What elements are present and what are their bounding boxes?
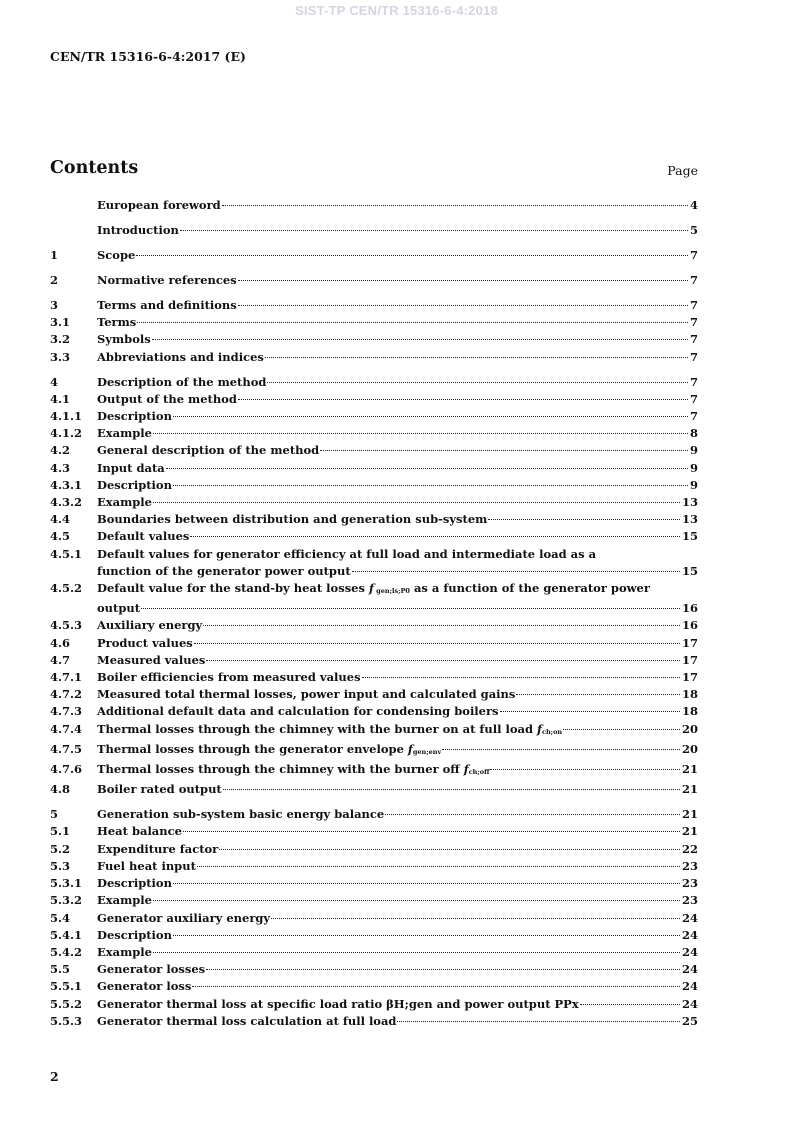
toc-entry[interactable] — [50, 635, 698, 652]
toc-entry-page: 23 — [681, 876, 698, 891]
toc-entry-number: 5.4.1 — [50, 927, 83, 942]
toc-entry-title: Description — [97, 927, 172, 942]
toc-entry[interactable] — [50, 892, 698, 909]
toc-entry-body — [97, 349, 698, 366]
toc-entry-number: 4.3.2 — [50, 495, 83, 510]
page-column-label: Page — [667, 163, 698, 178]
toc-entry-body — [97, 892, 698, 909]
toc-entry[interactable] — [50, 314, 698, 331]
toc-entry-body — [97, 297, 698, 314]
toc-entry-body — [97, 875, 698, 892]
toc-entry-page: 8 — [689, 426, 698, 441]
toc-entry-title: Generator thermal loss at specific load ratio βH;gen and power output PPx — [97, 996, 579, 1011]
toc-entry-number: 4.1.2 — [50, 426, 83, 441]
toc-entry-page: 23 — [681, 858, 698, 873]
dot-leader — [222, 205, 688, 206]
dot-leader — [206, 660, 680, 661]
dot-leader — [490, 769, 680, 770]
toc-entry[interactable] — [50, 442, 698, 459]
toc-entry-page: 24 — [681, 996, 698, 1011]
toc-entry-body — [97, 703, 698, 720]
toc-entry-page: 24 — [681, 910, 698, 925]
toc-entry-title: Heat balance — [97, 824, 182, 839]
toc-entry-title-text: output — [97, 601, 141, 616]
toc-entry-page: 21 — [681, 824, 698, 839]
toc-entry-number: 5.4.2 — [50, 944, 83, 959]
dot-leader — [153, 952, 680, 953]
toc-entry-title: Measured values — [97, 652, 206, 667]
toc-entry-page: 24 — [681, 927, 698, 942]
toc-entry-title: Generation sub-system basic energy balance — [97, 807, 385, 822]
toc-entry-number: 4.7.3 — [50, 704, 83, 719]
toc-entry-page: 17 — [681, 652, 698, 667]
toc-entry-page: 18 — [681, 704, 698, 719]
toc-entry-title: Boundaries between distribution and generation sub-system — [97, 512, 488, 527]
symbol-subscript: gen;env — [412, 747, 442, 756]
toc-entry-page: 9 — [689, 443, 698, 458]
toc-entry-number: 5.5.3 — [50, 1013, 83, 1028]
toc-entry-title: Description — [97, 477, 172, 492]
toc-entry[interactable] — [50, 331, 698, 348]
toc-entry-number: 5.5 — [50, 962, 71, 977]
toc-entry[interactable] — [50, 703, 698, 720]
toc-entry-number: 3 — [50, 298, 59, 312]
toc-entry-number: 3.3 — [50, 349, 71, 364]
toc-entry-number: 5.2 — [50, 841, 71, 856]
toc-entry-body — [97, 741, 698, 761]
toc-entry[interactable] — [50, 686, 698, 703]
toc-entry-title: Description of the method — [97, 374, 267, 389]
toc-entry-number: 5 — [50, 807, 59, 822]
toc-entry-body — [97, 978, 698, 995]
toc-entry-title-continued — [97, 563, 698, 580]
dot-leader — [173, 485, 688, 486]
dot-leader — [500, 711, 680, 712]
symbol: f — [368, 581, 374, 596]
dot-leader — [197, 866, 680, 867]
toc-entry-number: 4.5.3 — [50, 618, 83, 633]
toc-entry-page: 7 — [689, 315, 698, 330]
toc-entry-page: 7 — [689, 298, 698, 312]
toc-entry-title: Normative references — [97, 273, 237, 287]
toc-entry-page: 22 — [681, 841, 698, 856]
dot-leader — [267, 382, 688, 383]
toc-entry-body — [97, 222, 698, 239]
dot-leader — [166, 468, 688, 469]
symbol: f — [537, 721, 542, 736]
toc-entry-title: Description — [97, 409, 172, 424]
dot-leader — [153, 502, 680, 503]
dot-leader — [385, 814, 680, 815]
toc-entry[interactable] — [50, 978, 698, 995]
toc-entry-title: Example — [97, 495, 152, 510]
toc-entry-page: 7 — [689, 349, 698, 364]
toc-entry-body — [97, 823, 698, 840]
toc-entry-title: Measured total thermal losses, power input and calculated gains — [97, 687, 516, 702]
toc-entry-page: 20 — [681, 721, 698, 736]
toc-entry-body — [97, 841, 698, 858]
toc-entry[interactable] — [50, 761, 698, 781]
toc-entry-body — [97, 961, 698, 978]
toc-entry[interactable] — [50, 494, 698, 511]
toc-entry-title-continued — [97, 600, 698, 617]
toc-entry[interactable] — [50, 511, 698, 528]
dot-leader — [516, 694, 680, 695]
toc-entry[interactable] — [50, 806, 698, 823]
symbol-subscript: ch;on — [541, 727, 563, 736]
toc-entry-title: Example — [97, 944, 152, 959]
toc-entry[interactable] — [50, 477, 698, 494]
toc-entry[interactable] — [50, 741, 698, 761]
toc-entry-body — [97, 494, 698, 511]
dot-leader — [223, 789, 680, 790]
dot-leader — [180, 230, 688, 231]
toc-entry-number: 5.3.2 — [50, 893, 83, 908]
toc-entry-title: Fuel heat input — [97, 858, 196, 873]
toc-entry-title-text: Default value for the stand-by heat losses — [97, 581, 369, 596]
toc-entry-page: 7 — [689, 391, 698, 406]
toc-entry-body — [97, 1013, 698, 1030]
toc-entry-body — [97, 910, 698, 927]
toc-entry[interactable] — [50, 460, 698, 477]
toc-entry-body — [97, 314, 698, 331]
toc-entry[interactable] — [50, 669, 698, 686]
toc-entry-page: 23 — [681, 893, 698, 908]
toc-entry-body — [97, 996, 698, 1013]
dot-leader — [173, 883, 680, 884]
toc-entry-page: 7 — [689, 248, 698, 262]
toc-entry[interactable] — [50, 297, 698, 314]
toc-entry-body — [97, 374, 698, 391]
toc-entry[interactable] — [50, 617, 698, 634]
toc-entry-title: Symbols — [97, 332, 151, 347]
toc-entry-page: 15 — [681, 563, 698, 578]
symbol: f — [463, 762, 469, 777]
dot-leader — [136, 255, 688, 256]
toc-entry-number: 4.7.6 — [50, 762, 83, 777]
toc-entry-number: 4 — [50, 374, 59, 389]
symbol-subscript: ch;off — [468, 768, 490, 777]
toc-entry-page: 18 — [681, 687, 698, 702]
toc-entry-title: Auxiliary energy — [97, 618, 203, 633]
toc-entry-number: 4.1 — [50, 391, 71, 406]
toc-entry-number: 2 — [50, 273, 59, 287]
toc-entry-page: 20 — [681, 741, 698, 756]
toc-entry-body — [97, 721, 698, 741]
dot-leader — [152, 339, 688, 340]
toc-entry-page: 7 — [689, 273, 698, 287]
toc-entry[interactable] — [50, 197, 698, 214]
dot-leader — [563, 729, 680, 730]
table-of-contents — [50, 197, 698, 1030]
toc-entry-number: 4.3 — [50, 460, 71, 475]
toc-entry-title: Introduction — [97, 223, 179, 237]
dot-leader — [206, 969, 680, 970]
toc-entry-number: 5.3 — [50, 858, 71, 873]
toc-entry-page: 9 — [689, 477, 698, 492]
toc-entry-page: 4 — [689, 198, 698, 212]
toc-entry-body — [97, 944, 698, 961]
dot-leader — [203, 625, 680, 626]
toc-entry-page: 5 — [689, 223, 698, 237]
toc-entry-title: Expenditure factor — [97, 841, 219, 856]
toc-entry-number: 1 — [50, 248, 59, 262]
toc-entry-title-text: as a function of the generator power — [409, 581, 650, 596]
toc-entry-title: Input data — [97, 460, 165, 475]
dot-leader — [173, 416, 688, 417]
toc-entry-title — [97, 741, 441, 761]
dot-leader — [192, 986, 680, 987]
toc-entry-body — [97, 197, 698, 214]
toc-entry-body — [97, 858, 698, 875]
watermark: SIST-TP CEN/TR 15316-6-4:2018 — [295, 3, 498, 18]
toc-entry-title: Generator thermal loss calculation at full load — [97, 1013, 397, 1028]
toc-entry[interactable] — [50, 222, 698, 239]
toc-entry-title-text: Thermal losses through the generator envelope — [97, 741, 408, 756]
page-number: 2 — [50, 1069, 59, 1084]
toc-entry-title: Example — [97, 893, 152, 908]
toc-entry-page: 7 — [689, 332, 698, 347]
dot-leader — [183, 831, 680, 832]
toc-entry-page: 15 — [681, 529, 698, 544]
dot-leader — [194, 643, 680, 644]
toc-entry-page: 13 — [681, 512, 698, 527]
toc-entry-title: Output of the method — [97, 391, 237, 406]
toc-entry-number: 5.1 — [50, 824, 71, 839]
dot-leader — [190, 536, 680, 537]
dot-leader — [238, 305, 688, 306]
toc-entry[interactable] — [50, 528, 698, 545]
dot-leader — [580, 1004, 680, 1005]
toc-entry-page: 24 — [681, 944, 698, 959]
toc-entry-title — [97, 721, 562, 741]
dot-leader — [320, 450, 688, 451]
toc-entry-number: 5.5.2 — [50, 996, 83, 1011]
toc-entry-body — [97, 511, 698, 528]
toc-entry-number: 5.5.1 — [50, 979, 83, 994]
toc-entry-title: Terms — [97, 315, 137, 330]
toc-entry-body — [97, 425, 698, 442]
toc-entry[interactable] — [50, 781, 698, 798]
toc-entry[interactable] — [50, 875, 698, 892]
toc-entry[interactable] — [50, 546, 698, 580]
toc-entry-body — [97, 761, 698, 781]
toc-entry[interactable] — [50, 1013, 698, 1030]
toc-entry-number: 4.5.1 — [50, 546, 83, 561]
dot-leader — [265, 357, 688, 358]
toc-entry-number: 4.5.2 — [50, 581, 83, 596]
toc-entry[interactable] — [50, 374, 698, 391]
dot-leader — [442, 749, 680, 750]
toc-entry-page: 21 — [681, 762, 698, 777]
toc-entry-number: 4.1.1 — [50, 409, 83, 424]
toc-entry-number: 4.7 — [50, 652, 71, 667]
toc-entry-title: Terms and definitions — [97, 298, 237, 312]
toc-entry-title — [97, 580, 698, 600]
toc-entry[interactable] — [50, 391, 698, 408]
toc-entry-body — [97, 460, 698, 477]
toc-entry-body — [97, 580, 698, 617]
toc-entry[interactable] — [50, 823, 698, 840]
dot-leader — [362, 677, 680, 678]
dot-leader — [271, 918, 680, 919]
toc-entry-page: 21 — [681, 807, 698, 822]
toc-entry-title: Description — [97, 876, 172, 891]
toc-entry[interactable] — [50, 858, 698, 875]
page-title: Contents — [50, 158, 139, 178]
toc-entry-page: 24 — [681, 962, 698, 977]
dot-leader — [488, 519, 680, 520]
toc-entry-title: Boiler rated output — [97, 782, 222, 797]
toc-entry-page: 7 — [689, 409, 698, 424]
toc-entry[interactable] — [50, 247, 698, 264]
toc-entry-body — [97, 331, 698, 348]
toc-entry-title: Scope — [97, 248, 136, 262]
toc-entry-title: Product values — [97, 635, 193, 650]
toc-entry-number: 4.7.2 — [50, 687, 83, 702]
dot-leader — [153, 433, 688, 434]
toc-entry-title: Generator auxiliary energy — [97, 910, 271, 925]
toc-entry-number: 4.5 — [50, 529, 71, 544]
toc-entry-page: 16 — [681, 618, 698, 633]
toc-entry-body — [97, 806, 698, 823]
toc-entry-page: 17 — [681, 670, 698, 685]
toc-entry-number: 4.6 — [50, 635, 71, 650]
toc-entry[interactable] — [50, 927, 698, 944]
toc-entry-page: 13 — [681, 495, 698, 510]
dot-leader — [397, 1021, 680, 1022]
toc-entry[interactable] — [50, 996, 698, 1013]
toc-entry-body — [97, 442, 698, 459]
toc-entry-title: Example — [97, 426, 152, 441]
toc-entry-body — [97, 617, 698, 634]
toc-entry-page: 21 — [681, 782, 698, 797]
toc-entry-body — [97, 272, 698, 289]
toc-entry-number: 5.4 — [50, 910, 71, 925]
toc-entry[interactable] — [50, 841, 698, 858]
toc-entry-body — [97, 391, 698, 408]
toc-entry[interactable] — [50, 408, 698, 425]
toc-entry-page: 25 — [681, 1013, 698, 1028]
symbol-subscript: gen;ls;P0 — [373, 587, 410, 596]
toc-entry-body — [97, 546, 698, 580]
toc-entry-number: 4.2 — [50, 443, 71, 458]
dot-leader — [238, 399, 688, 400]
toc-entry-page: 17 — [681, 635, 698, 650]
dot-leader — [238, 280, 688, 281]
toc-entry[interactable] — [50, 721, 698, 741]
toc-entry[interactable] — [50, 652, 698, 669]
toc-entry-title: General description of the method — [97, 443, 320, 458]
toc-entry-title: Default values for generator efficiency at full load and intermediate load as a — [97, 546, 597, 561]
toc-entry[interactable] — [50, 961, 698, 978]
toc-entry[interactable] — [50, 272, 698, 289]
toc-entry-number: 4.4 — [50, 512, 71, 527]
toc-entry[interactable] — [50, 349, 698, 366]
toc-entry-title: Default values — [97, 529, 190, 544]
toc-entry[interactable] — [50, 425, 698, 442]
toc-entry-number: 4.7.5 — [50, 741, 83, 756]
toc-entry-number: 4.3.1 — [50, 477, 83, 492]
toc-entry-number: 3.2 — [50, 332, 71, 347]
toc-entry-title: Generator losses — [97, 962, 206, 977]
toc-entry-body — [97, 408, 698, 425]
toc-entry-body — [97, 247, 698, 264]
toc-entry-title: Boiler efficiencies from measured values — [97, 670, 361, 685]
toc-entry-title: European foreword — [97, 198, 221, 212]
toc-entry-title-text: Thermal losses through the chimney with the burner off — [97, 762, 464, 777]
toc-entry-body — [97, 669, 698, 686]
dot-leader — [137, 322, 688, 323]
dot-leader — [153, 900, 680, 901]
toc-entry[interactable] — [50, 580, 698, 617]
toc-entry-body — [97, 927, 698, 944]
toc-entry-title — [97, 761, 489, 781]
toc-entry-number: 4.7.4 — [50, 721, 83, 736]
toc-entry-page: 24 — [681, 979, 698, 994]
toc-entry-body — [97, 528, 698, 545]
toc-entry-number: 5.3.1 — [50, 876, 83, 891]
dot-leader — [352, 571, 680, 572]
toc-entry-title-text: function of the generator power output — [97, 563, 351, 578]
toc-entry-number: 4.7.1 — [50, 670, 83, 685]
document-reference: CEN/TR 15316-6-4:2017 (E) — [50, 49, 246, 64]
toc-entry-body — [97, 781, 698, 798]
toc-entry-body — [97, 477, 698, 494]
toc-entry-page: 7 — [689, 374, 698, 389]
toc-entry-title-text: Thermal losses through the chimney with the burner on at full load — [97, 721, 538, 736]
toc-entry-title: Abbreviations and indices — [97, 349, 264, 364]
toc-entry-title: Generator loss — [97, 979, 192, 994]
dot-leader — [173, 935, 680, 936]
toc-entry-body — [97, 686, 698, 703]
toc-entry[interactable] — [50, 910, 698, 927]
symbol: f — [407, 741, 413, 756]
toc-entry-page: 16 — [681, 601, 698, 616]
toc-entry-title: Additional default data and calculation for condensing boilers — [97, 704, 499, 719]
toc-entry-body — [97, 652, 698, 669]
dot-leader — [141, 608, 680, 609]
toc-entry-number: 4.8 — [50, 782, 71, 797]
toc-entry[interactable] — [50, 944, 698, 961]
toc-entry-number: 3.1 — [50, 315, 71, 330]
dot-leader — [219, 849, 680, 850]
toc-entry-page: 9 — [689, 460, 698, 475]
toc-entry-body — [97, 635, 698, 652]
